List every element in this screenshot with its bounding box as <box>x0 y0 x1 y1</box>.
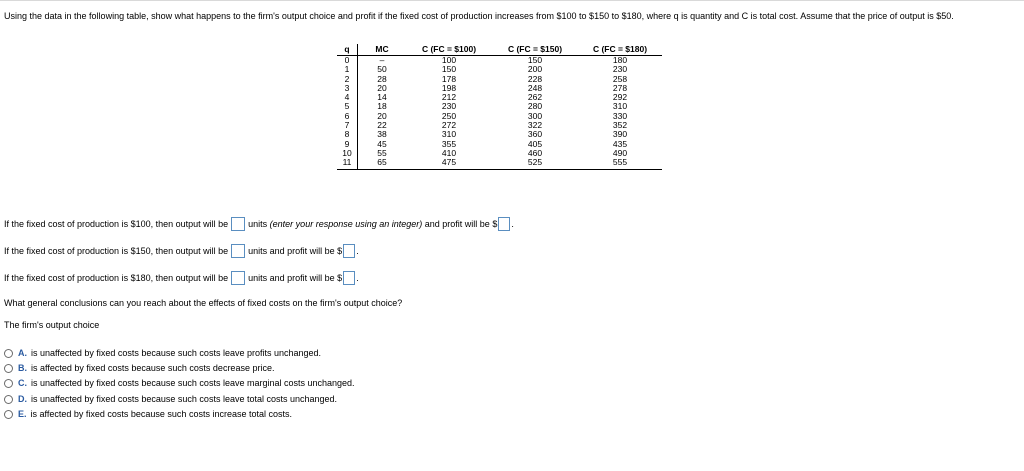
radio-button-icon[interactable] <box>4 395 13 404</box>
cell-q: 9 <box>337 140 358 149</box>
cell-c-fc150: 525 <box>492 158 578 169</box>
answer-line-fc150 <box>4 244 359 258</box>
output-input-fc180[interactable] <box>231 271 245 285</box>
option-text: is affected by fixed costs because such costs increase total costs. <box>30 409 292 419</box>
cell-q: 6 <box>337 112 358 121</box>
line2-period: . <box>356 246 359 256</box>
cell-c-fc180: 310 <box>612 101 628 112</box>
cell-c-fc100: 410 <box>441 147 457 158</box>
cell-c-fc150: 460 <box>527 147 543 158</box>
cell-c-fc180: 352 <box>612 120 628 131</box>
cell-c-fc150: 150 <box>527 55 543 65</box>
cell-mc: 28 <box>377 73 387 84</box>
cell-mc: 50 <box>377 64 387 75</box>
cell-c-fc150: 322 <box>527 120 543 131</box>
option-letter: B. <box>18 363 27 373</box>
header-mc: MC <box>358 44 407 56</box>
option-e[interactable] <box>4 409 292 419</box>
cell-c-fc180: 555 <box>578 158 662 169</box>
cell-c-fc180: 180 <box>612 55 628 65</box>
cell-c-fc180: 490 <box>612 147 628 158</box>
header-c-fc100: C (FC = $100) <box>406 44 492 56</box>
output-input-fc100[interactable] <box>231 217 245 231</box>
cell-c-fc100: 100 <box>441 55 457 65</box>
cell-c-fc100: 178 <box>441 73 457 84</box>
option-text: is unaffected by fixed costs because such costs leave marginal costs unchanged. <box>31 378 355 388</box>
cell-mc: 45 <box>377 138 387 149</box>
line3-prefix: If the fixed cost of production is $180, then output will be <box>4 273 229 283</box>
header-q: q <box>337 44 358 56</box>
option-b[interactable] <box>4 363 274 373</box>
option-c[interactable] <box>4 378 355 388</box>
cell-c-fc180: 390 <box>612 129 628 140</box>
cell-q: 3 <box>337 84 358 93</box>
cell-q: 7 <box>337 121 358 130</box>
cell-mc: 14 <box>377 92 387 103</box>
conclusion-question: What general conclusions can you reach about the effects of fixed costs on the firm's output choice? <box>4 298 403 308</box>
cell-q: 4 <box>337 93 358 102</box>
cell-c-fc150: 262 <box>527 92 543 103</box>
cell-q: 0 <box>337 56 358 66</box>
cell-mc: 65 <box>358 158 407 169</box>
line1-period: . <box>511 219 514 229</box>
line2-prefix: If the fixed cost of production is $150, then output will be <box>4 246 229 256</box>
table-row <box>337 158 662 169</box>
cell-c-fc180: 435 <box>612 138 628 149</box>
cell-mc: 22 <box>377 120 387 131</box>
line2-profit-label: units and profit will be $ <box>248 246 343 256</box>
option-a[interactable] <box>4 348 321 358</box>
cell-c-fc100: 355 <box>441 138 457 149</box>
top-divider <box>0 0 1024 1</box>
option-letter: E. <box>18 409 27 419</box>
line1-profit-label: and profit will be $ <box>424 219 498 229</box>
cost-table <box>337 44 662 170</box>
line1-hint: (enter your response using an integer) <box>269 219 423 229</box>
profit-input-fc100[interactable] <box>498 217 510 231</box>
radio-button-icon[interactable] <box>4 364 13 373</box>
cell-q: 11 <box>337 158 358 169</box>
table-header-row <box>337 44 662 56</box>
cell-c-fc100: 310 <box>441 129 457 140</box>
cell-c-fc100: 475 <box>406 158 492 169</box>
table-body <box>337 56 662 170</box>
cell-mc: 20 <box>377 110 387 121</box>
conclusion-stem: The firm's output choice <box>4 320 100 330</box>
cell-mc: 55 <box>377 147 387 158</box>
cell-c-fc100: 150 <box>441 64 457 75</box>
cell-mc: 20 <box>377 82 387 93</box>
cell-c-fc180: 258 <box>612 73 628 84</box>
option-text: is affected by fixed costs because such costs decrease price. <box>31 363 275 373</box>
cell-q: 8 <box>337 130 358 139</box>
option-text: is unaffected by fixed costs because such costs leave profits unchanged. <box>31 348 322 358</box>
radio-button-icon[interactable] <box>4 349 13 358</box>
cell-c-fc150: 200 <box>527 64 543 75</box>
cell-c-fc100: 212 <box>441 92 457 103</box>
option-letter: A. <box>18 348 27 358</box>
cell-q: 1 <box>337 65 358 74</box>
cell-mc: – <box>379 55 385 65</box>
header-c-fc180: C (FC = $180) <box>578 44 662 56</box>
line1-prefix: If the fixed cost of production is $100, then output will be <box>4 219 229 229</box>
cell-c-fc150: 280 <box>527 101 543 112</box>
line3-profit-label: units and profit will be $ <box>248 273 343 283</box>
cell-q: 5 <box>337 102 358 111</box>
answer-line-fc180 <box>4 271 359 285</box>
profit-input-fc180[interactable] <box>343 271 355 285</box>
option-letter: D. <box>18 394 27 404</box>
cell-c-fc180: 230 <box>612 64 628 75</box>
cell-q: 2 <box>337 75 358 84</box>
question-text: Using the data in the following table, show what happens to the firm's output choice and profit if the fixed cost of production increases from $100 to $150 to $180, where q is quantity and C is total cost. Assume that the price of output is $50. <box>4 11 954 21</box>
cell-mc: 18 <box>377 101 387 112</box>
radio-button-icon[interactable] <box>4 410 13 419</box>
radio-button-icon[interactable] <box>4 379 13 388</box>
option-text: is unaffected by fixed costs because such costs leave total costs unchanged. <box>31 394 338 404</box>
cell-c-fc100: 250 <box>441 110 457 121</box>
output-input-fc150[interactable] <box>231 244 245 258</box>
option-letter: C. <box>18 378 27 388</box>
cell-c-fc150: 300 <box>527 110 543 121</box>
cell-c-fc180: 292 <box>612 92 628 103</box>
cell-c-fc150: 405 <box>527 138 543 149</box>
cell-c-fc100: 272 <box>441 120 457 131</box>
option-d[interactable] <box>4 394 337 404</box>
cell-c-fc150: 228 <box>527 73 543 84</box>
cell-mc: 38 <box>377 129 387 140</box>
line3-period: . <box>356 273 359 283</box>
cell-c-fc100: 230 <box>441 101 457 112</box>
header-c-fc150: C (FC = $150) <box>492 44 578 56</box>
cell-c-fc100: 198 <box>441 82 457 93</box>
cell-q: 10 <box>337 149 358 158</box>
profit-input-fc150[interactable] <box>343 244 355 258</box>
cell-c-fc150: 360 <box>527 129 543 140</box>
cell-c-fc180: 278 <box>612 82 628 93</box>
answer-line-fc100 <box>4 217 514 231</box>
cell-c-fc180: 330 <box>612 110 628 121</box>
cell-c-fc150: 248 <box>527 82 543 93</box>
line1-units: units <box>248 219 268 229</box>
